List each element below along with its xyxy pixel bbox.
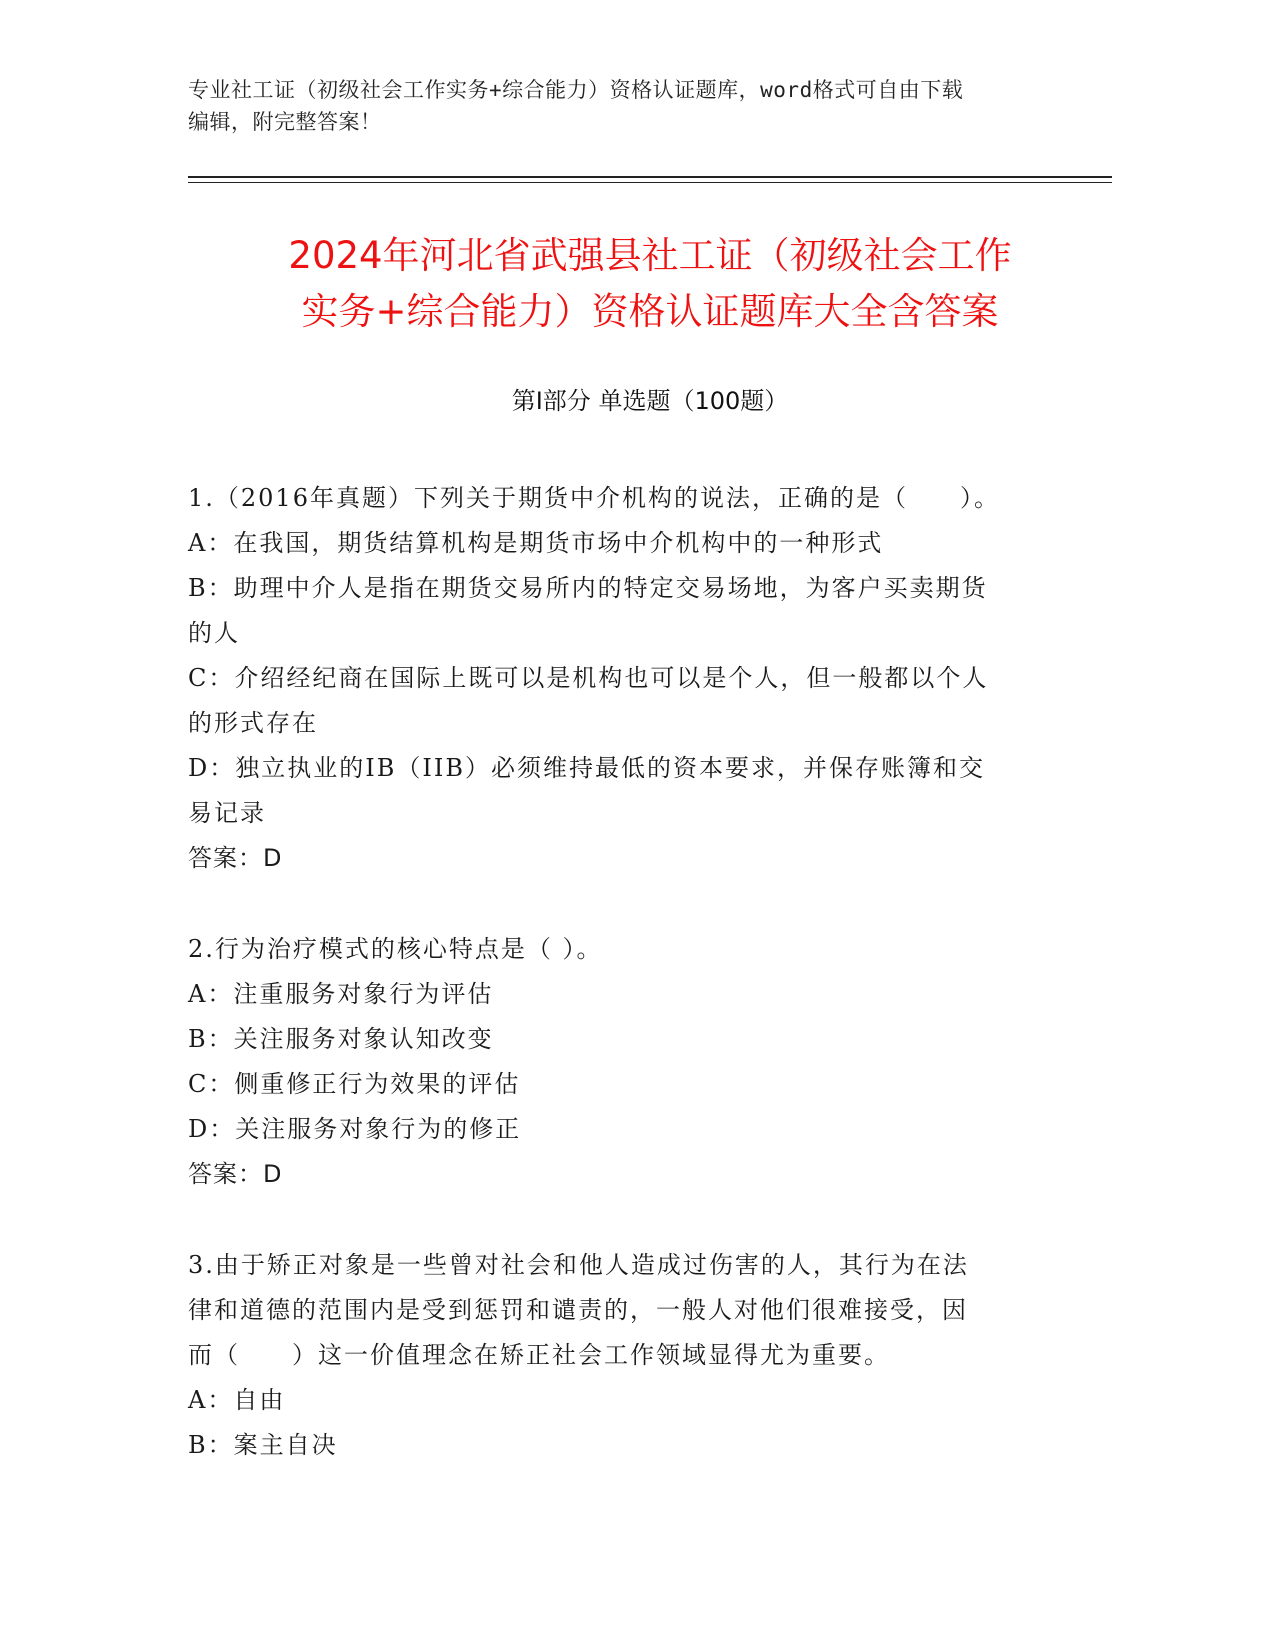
question-stem: 1.（2016年真题）下列关于期货中介机构的说法，正确的是（ ）。 (188, 484, 1000, 512)
question-spacer (188, 881, 1088, 927)
question-answer: 答案：D (188, 1160, 283, 1188)
question-option: A：自由 (188, 1386, 286, 1414)
section-title: 第Ⅰ部分 单选题（100题） (511, 387, 789, 415)
question-answer: 答案：D (188, 844, 283, 872)
question-option: A：注重服务对象行为评估 (188, 980, 494, 1008)
question-block (188, 927, 1088, 1197)
question-option: 的形式存在 (188, 709, 318, 737)
question-stem: 律和道德的范围内是受到惩罚和谴责的，一般人对他们很难接受，因 (188, 1296, 968, 1324)
question-option: D：关注服务对象行为的修正 (188, 1115, 522, 1143)
question-spacer (188, 1197, 1088, 1243)
question-block (188, 476, 1088, 881)
header-note-line: 编辑，附完整答案！ (188, 110, 382, 134)
header-note-line: 专业社工证（初级社会工作实务+综合能力）资格认证题库，word格式可自由下载 (188, 78, 964, 102)
question-block (188, 1243, 1088, 1468)
question-option: 的人 (188, 619, 240, 647)
header-note (188, 74, 1088, 138)
title-line: 2024年河北省武强县社工证（初级社会工作 (288, 234, 1012, 277)
question-list (188, 476, 1088, 1468)
title-line: 实务+综合能力）资格认证题库大全含答案 (301, 290, 999, 333)
question-option: 易记录 (188, 799, 266, 827)
question-option: A：在我国，期货结算机构是期货市场中介机构中的一种形式 (188, 529, 884, 557)
header-divider-thin (188, 182, 1112, 183)
document-title (150, 228, 1150, 340)
question-option: C：侧重修正行为效果的评估 (188, 1070, 521, 1098)
question-stem: 2.行为治疗模式的核心特点是（ ）。 (188, 935, 603, 963)
question-option: B：案主自决 (188, 1431, 338, 1459)
question-option: C：介绍经纪商在国际上既可以是机构也可以是个人，但一般都以个人 (188, 664, 989, 692)
question-option: B：助理中介人是指在期货交易所内的特定交易场地，为客户买卖期货 (188, 574, 988, 602)
question-stem: 而（ ）这一价值理念在矫正社会工作领域显得尤为重要。 (188, 1341, 890, 1369)
header-divider (188, 176, 1112, 178)
question-option: D：独立执业的IB（IIB）必须维持最低的资本要求，并保存账簿和交 (188, 754, 985, 782)
question-stem: 3.由于矫正对象是一些曾对社会和他人造成过伤害的人，其行为在法 (188, 1251, 969, 1279)
question-option: B：关注服务对象认知改变 (188, 1025, 494, 1053)
